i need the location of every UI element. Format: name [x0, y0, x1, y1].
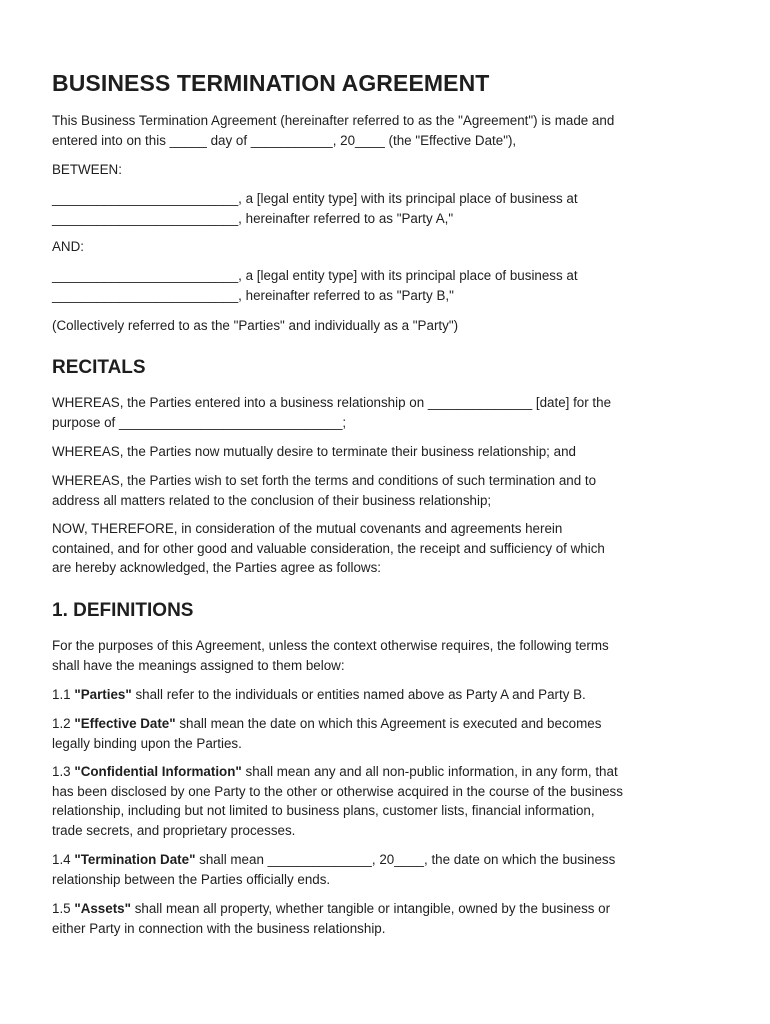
- text-line: _________________________, a [legal entity type] with its principal place of business at: [52, 191, 578, 206]
- definition-1-1: [52, 685, 718, 705]
- text-line: purpose of ______________________________;: [52, 414, 347, 430]
- text-line: address all matters related to the conclusion of their business relationship;: [52, 492, 492, 508]
- definition-term: "Effective Date": [74, 716, 176, 731]
- definition-term: "Confidential Information": [74, 764, 242, 779]
- definitions-heading: 1. DEFINITIONS: [52, 600, 194, 621]
- definition-term: "Termination Date": [74, 852, 196, 867]
- text-line: This Business Termination Agreement (hereinafter referred to as the "Agreement") is made and: [52, 113, 615, 128]
- text-line: entered into on this _____ day of ___________, 20____ (the "Effective Date"),: [52, 132, 517, 148]
- document-title: BUSINESS TERMINATION AGREEMENT: [52, 70, 490, 96]
- text-line: either Party in connection with the business relationship.: [52, 920, 386, 936]
- definition-1-5: [52, 899, 718, 938]
- text-line: NOW, THEREFORE, in consideration of the mutual covenants and agreements herein: [52, 521, 563, 536]
- intro-paragraph: [52, 111, 718, 150]
- whereas-paragraph-3: [52, 471, 718, 510]
- text-line: relationship, including but not limited to business plans, customer lists, financial information,: [52, 803, 595, 819]
- text-line: relationship between the Parties officially ends.: [52, 871, 331, 887]
- definition-1-2: [52, 714, 718, 753]
- text-line: WHEREAS, the Parties wish to set forth the terms and conditions of such termination and to: [52, 473, 597, 488]
- definition-1-3: [52, 762, 718, 840]
- definition-term: "Parties": [74, 687, 132, 702]
- definition-number: 1.1: [52, 687, 75, 702]
- definition-1-4: [52, 850, 718, 889]
- definition-number: 1.2: [52, 716, 75, 731]
- whereas-paragraph-2: WHEREAS, the Parties now mutually desire to terminate their business relationship; and: [52, 444, 576, 459]
- text-line: shall have the meanings assigned to them below:: [52, 657, 345, 673]
- text-line: _________________________, hereinafter referred to as "Party B,": [52, 287, 454, 303]
- party-b-paragraph: [52, 266, 718, 305]
- definition-text: shall mean all property, whether tangible or intangible, owned by the business or: [130, 901, 611, 916]
- definition-text: shall mean ______________, 20____, the date on which the business: [195, 852, 616, 867]
- recitals-heading: RECITALS: [52, 357, 146, 378]
- text-line: [52, 850, 718, 870]
- text-line: [52, 685, 718, 705]
- definition-text: shall mean any and all non-public information, in any form, that: [241, 764, 618, 779]
- text-line: WHEREAS, the Parties entered into a business relationship on ______________ [date] for the: [52, 395, 612, 410]
- text-line: has been disclosed by one Party to the other or otherwise acquired in the course of the business: [52, 783, 623, 799]
- text-line: are hereby acknowledged, the Parties agree as follows:: [52, 560, 382, 576]
- between-label: BETWEEN:: [52, 162, 122, 177]
- party-a-paragraph: [52, 189, 718, 228]
- text-line: [52, 762, 718, 782]
- definition-number: 1.4: [52, 852, 75, 867]
- text-line: legally binding upon the Parties.: [52, 735, 242, 751]
- text-line: _________________________, a [legal entity type] with its principal place of business at: [52, 268, 578, 283]
- text-line: [52, 899, 718, 919]
- definition-text: shall mean the date on which this Agreement is executed and becomes: [175, 716, 602, 731]
- text-line: contained, and for other good and valuable consideration, the receipt and sufficiency of which: [52, 540, 605, 556]
- collectively-paragraph: (Collectively referred to as the "Parties" and individually as a "Party"): [52, 318, 459, 333]
- text-line: trade secrets, and proprietary processes.: [52, 822, 296, 838]
- whereas-paragraph-1: [52, 393, 718, 432]
- text-line: _________________________, hereinafter referred to as "Party A,": [52, 210, 454, 226]
- text-line: For the purposes of this Agreement, unless the context otherwise requires, the following terms: [52, 638, 609, 653]
- definition-number: 1.3: [52, 764, 75, 779]
- definitions-intro: [52, 636, 718, 675]
- definition-number: 1.5: [52, 901, 75, 916]
- text-line: [52, 714, 718, 734]
- definition-text: shall refer to the individuals or entities named above as Party A and Party B.: [131, 687, 586, 702]
- now-therefore-paragraph: [52, 519, 718, 578]
- and-label: AND:: [52, 239, 84, 254]
- definition-term: "Assets": [74, 901, 131, 916]
